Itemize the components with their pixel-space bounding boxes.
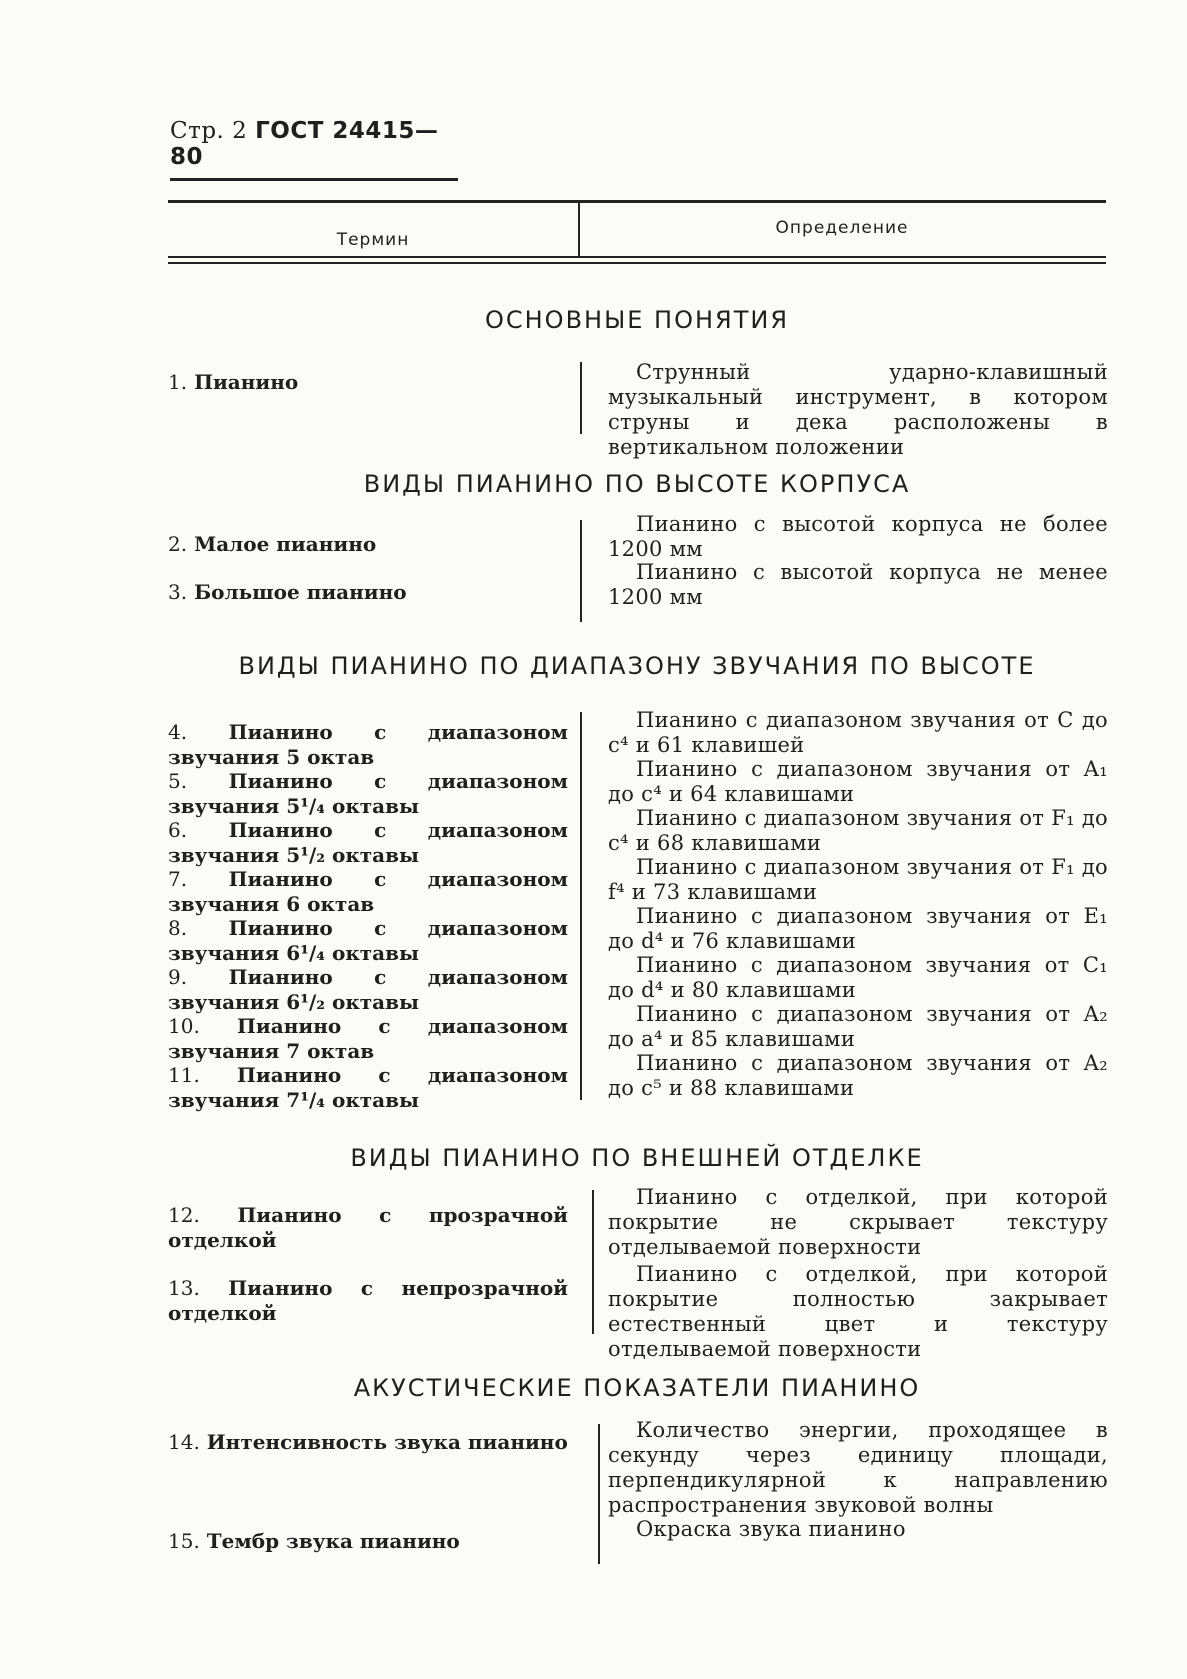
definition-text: Пианино с диапазоном звучания от A₂ до c⁵ и 88 клавишами — [608, 1051, 1108, 1100]
definition-text: Пианино с высотой корпуса не более 1200 мм — [608, 512, 1108, 561]
term-text: 4. Пианино с диапазоном звучания 5 октав — [168, 720, 568, 769]
term-text: 9. Пианино с диапазоном звучания 6¹/₂ октавы — [168, 965, 568, 1014]
definition-text: Пианино с диапазоном звучания от E₁ до d⁴ и 76 клавишами — [608, 904, 1108, 953]
section-title: ВИДЫ ПИАНИНО ПО ВНЕШНЕЙ ОТДЕЛКЕ — [350, 1144, 924, 1172]
definition-text: Пианино с высотой корпуса не менее 1200 мм — [608, 560, 1108, 609]
term-text: 1. Пианино — [168, 370, 299, 394]
definition-text: Пианино с диапазоном звучания от C₁ до d⁴ и 80 клавишами — [608, 953, 1108, 1002]
term-text: 14. Интенсивность звука пианино — [168, 1430, 568, 1454]
definition-text: Пианино с диапазоном звучания от C до c⁴ и 61 клавишей — [608, 708, 1108, 757]
definition-text: Окраска звука пианино — [636, 1517, 906, 1541]
definition-text: Количество энергии, проходящее в секунду через единицу площади, перпендикулярной к направлению распространения звуковой волны — [608, 1418, 1108, 1517]
section-title: ОСНОВНЫЕ ПОНЯТИЯ — [484, 306, 789, 334]
page-header — [170, 118, 458, 181]
term-text: 12. Пианино с прозрачной отделкой — [168, 1203, 569, 1252]
standard-number: ГОСТ 24415—80 — [170, 118, 439, 170]
section-title: АКУСТИЧЕСКИЕ ПОКАЗАТЕЛИ ПИАНИНО — [353, 1374, 921, 1402]
term-text: 6. Пианино с диапазоном звучания 5¹/₂ октавы — [168, 818, 568, 867]
term-text: 10. Пианино с диапазоном звучания 7 октав — [168, 1014, 568, 1063]
table-header — [168, 200, 1106, 284]
term-text: 11. Пианино с диапазоном звучания 7¹/₄ октавы — [168, 1063, 568, 1112]
term-text: 2. Малое пианино — [168, 532, 377, 556]
term-text: 5. Пианино с диапазоном звучания 5¹/₄ октавы — [168, 769, 568, 818]
page-label: Стр. 2 — [170, 118, 248, 144]
definition-text: Пианино с диапазоном звучания от F₁ до f⁴ и 73 клавишами — [608, 855, 1108, 904]
term-text: 15. Тембр звука пианино — [168, 1529, 460, 1553]
definition-text: Пианино с диапазоном звучания от A₂ до a⁴ и 85 клавишами — [608, 1002, 1108, 1051]
term-text: 8. Пианино с диапазоном звучания 6¹/₄ октавы — [168, 916, 568, 965]
definition-text: Пианино с отделкой, при которой покрытие полностью закрывает естественный цвет и текстуру отделываемой поверхности — [608, 1262, 1108, 1361]
definition-text: Пианино с диапазоном звучания от A₁ до c⁴ и 64 клавишами — [608, 757, 1108, 806]
column-term-header: Термин — [336, 230, 410, 250]
header-rule — [170, 178, 458, 181]
column-definition-header: Определение — [775, 218, 909, 238]
definition-text: Пианино с отделкой, при которой покрытие не скрывает текстуру отделываемой поверхности — [608, 1185, 1108, 1259]
definition-text: Струнный ударно-клавишный музыкальный инструмент, в котором струны и дека расположены в вертикальном положении — [608, 360, 1108, 459]
section-title: ВИДЫ ПИАНИНО ПО ВЫСОТЕ КОРПУСА — [363, 470, 911, 498]
term-text: 3. Большое пианино — [168, 580, 407, 604]
section-title: ВИДЫ ПИАНИНО ПО ДИАПАЗОНУ ЗВУЧАНИЯ ПО ВЫСОТЕ — [238, 652, 1036, 680]
term-text: 13. Пианино с непрозрачной отделкой — [168, 1276, 568, 1325]
term-text: 7. Пианино с диапазоном звучания 6 октав — [168, 867, 568, 916]
definition-text: Пианино с диапазоном звучания от F₁ до c⁴ и 68 клавишами — [608, 806, 1108, 855]
